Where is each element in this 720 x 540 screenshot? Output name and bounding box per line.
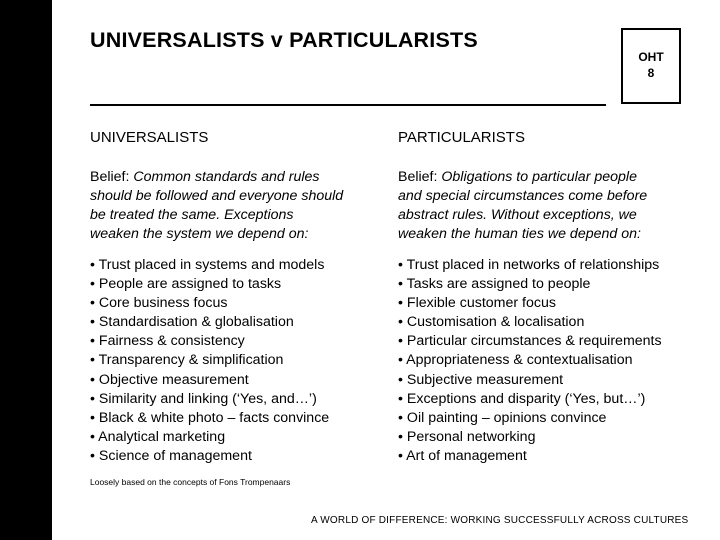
title-underline xyxy=(90,104,606,106)
belief-label: Belief: xyxy=(90,169,130,185)
oht-badge xyxy=(621,28,681,104)
list-item: • Objective measurement xyxy=(90,371,249,388)
list-item: • Particular circumstances & requirements xyxy=(398,333,662,350)
list-item: • Analytical marketing xyxy=(90,428,226,445)
list-item: • Oil painting – opinions convince xyxy=(398,409,607,426)
belief-line: Belief: Obligations to particular people xyxy=(398,169,637,185)
belief-line: abstract rules. Without exceptions, we xyxy=(398,207,637,223)
belief-line: weaken the human ties we depend on: xyxy=(398,226,641,242)
universalists-points xyxy=(90,256,390,466)
particularists-heading: PARTICULARISTS xyxy=(398,129,525,146)
oht-number: 8 xyxy=(647,66,655,80)
source-footnote: Loosely based on the concepts of Fons Trompenaars xyxy=(90,477,291,487)
list-item: • Appropriateness & contextualisation xyxy=(398,352,633,369)
belief-line: and special circumstances come before xyxy=(398,188,648,204)
particularists-column xyxy=(398,129,708,466)
list-item: • Trust placed in systems and models xyxy=(90,257,325,273)
left-black-bar xyxy=(0,0,52,540)
belief-line: should be followed and everyone should xyxy=(90,188,344,204)
list-item: • Customisation & localisation xyxy=(398,314,585,331)
belief-line: Belief: Common standards and rules xyxy=(90,169,320,185)
footer-caption: A WORLD OF DIFFERENCE: WORKING SUCCESSFULLY ACROSS CULTURES xyxy=(311,515,689,526)
list-item: • Core business focus xyxy=(90,295,228,312)
list-item: • People are assigned to tasks xyxy=(90,276,282,293)
universalists-belief xyxy=(90,168,390,244)
list-item: • Standardisation & globalisation xyxy=(90,314,294,331)
list-item: • Similarity and linking (‘Yes, and…’) xyxy=(90,390,317,407)
list-item: • Trust placed in networks of relationships xyxy=(398,257,660,273)
list-item: • Flexible customer focus xyxy=(398,295,556,312)
oht-label: OHT xyxy=(638,50,664,65)
belief-label: Belief: xyxy=(398,169,438,185)
list-item: • Black & white photo – facts convince xyxy=(90,409,330,426)
list-item: • Tasks are assigned to people xyxy=(398,276,591,293)
list-item: • Transparency & simplification xyxy=(90,352,284,369)
belief-line: weaken the system we depend on: xyxy=(90,226,309,242)
list-item: • Fairness & consistency xyxy=(90,333,245,350)
list-item: • Personal networking xyxy=(398,428,536,445)
list-item: • Science of management xyxy=(90,447,252,464)
list-item: • Exceptions and disparity (‘Yes, but…’) xyxy=(398,390,646,407)
universalists-heading: UNIVERSALISTS xyxy=(90,129,209,146)
list-item: • Art of management xyxy=(398,447,527,464)
particularists-belief xyxy=(398,168,708,244)
particularists-points xyxy=(398,256,708,466)
slide-title: UNIVERSALISTS v PARTICULARISTS xyxy=(90,28,478,52)
universalists-column xyxy=(90,129,390,466)
belief-line: be treated the same. Exceptions xyxy=(90,207,294,223)
list-item: • Subjective measurement xyxy=(398,371,564,388)
